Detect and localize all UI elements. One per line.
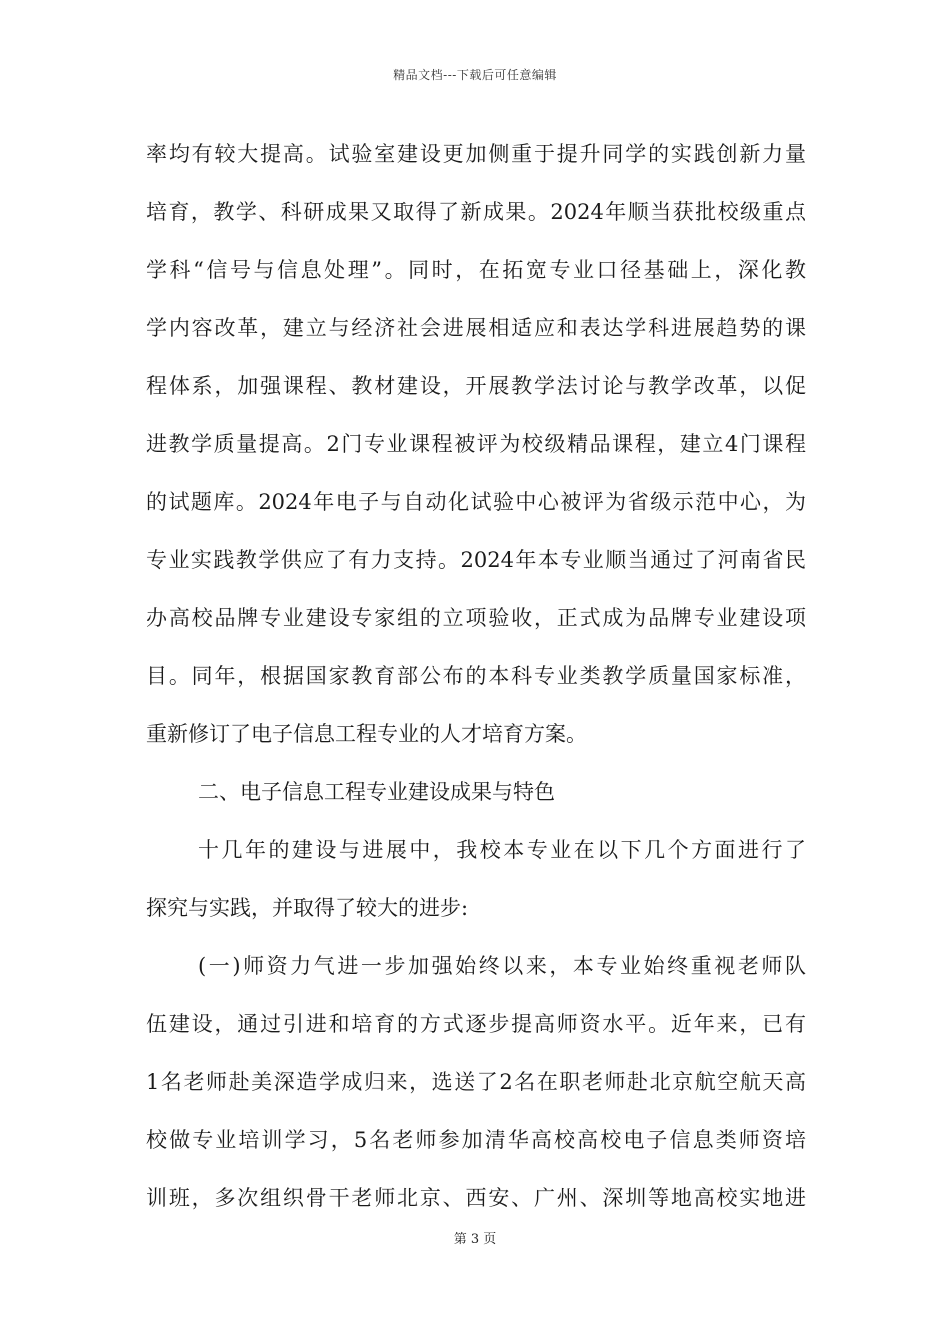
body-line: 办高校品牌专业建设专家组的立项验收，正式成为品牌专业建设项 — [146, 606, 806, 630]
body-line: 学科“信号与信息处理”。同时，在拓宽专业口径基础上，深化教 — [146, 258, 806, 282]
section-heading: 二、电子信息工程专业建设成果与特色 — [198, 780, 555, 804]
body-line: 探究与实践，并取得了较大的进步: — [146, 896, 469, 920]
document-body — [146, 125, 806, 1227]
body-line: 十几年的建设与进展中，我校本专业在以下几个方面进行了 — [198, 838, 806, 862]
body-line: 学内容改革，建立与经济社会进展相适应和表达学科进展趋势的课 — [146, 316, 806, 340]
body-line: 目。同年，根据国家教育部公布的本科专业类教学质量国家标准， — [146, 664, 806, 688]
body-line: 训班，多次组织骨干老师北京、西安、广州、深圳等地高校实地进 — [146, 1186, 806, 1210]
body-line: 重新修订了电子信息工程专业的人才培育方案。 — [146, 722, 587, 746]
page-number: 第 3 页 — [453, 1232, 497, 1247]
body-line: 校做专业培训学习，5名老师参加清华高校高校电子信息类师资培 — [146, 1128, 806, 1152]
body-line: 率均有较大提高。试验室建设更加侧重于提升同学的实践创新力量 — [146, 142, 806, 166]
body-line: 的试题库。2024年电子与自动化试验中心被评为省级示范中心，为 — [146, 490, 806, 514]
body-line: 伍建设，通过引进和培育的方式逐步提高师资水平。近年来，已有 — [146, 1012, 806, 1036]
body-line: 程体系，加强课程、教材建设，开展教学法讨论与教学改革，以促 — [146, 374, 806, 398]
body-line: 培育，教学、科研成果又取得了新成果。2024年顺当获批校级重点 — [146, 200, 806, 224]
body-line: 1名老师赴美深造学成归来，选送了2名在职老师赴北京航空航天高 — [146, 1070, 806, 1094]
page-header: 精品文档---下载后可任意编辑 — [393, 68, 557, 82]
body-line: 进教学质量提高。2门专业课程被评为校级精品课程，建立4门课程 — [146, 432, 806, 456]
body-line: 专业实践教学供应了有力支持。2024年本专业顺当通过了河南省民 — [146, 548, 806, 572]
body-line: (一)师资力气进一步加强始终以来，本专业始终重视老师队 — [198, 954, 806, 978]
